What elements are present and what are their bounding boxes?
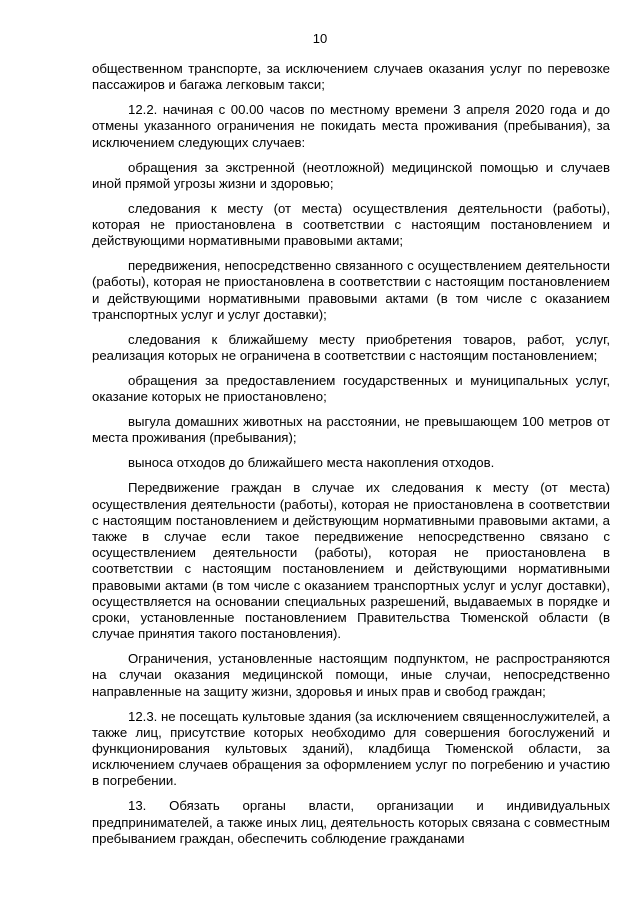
- paragraph-9: выноса отходов до ближайшего места накопления отходов.: [128, 455, 495, 471]
- paragraph-1: общественном транспорте, за исключением случаев оказания услуг по перевозке пассажиров и багажа легковым такси;: [92, 61, 610, 93]
- paragraph-12: 12.3. не посещать культовые здания (за исключением священнослужителей, а также лиц, присутствие которых необходимо для совершения богослужений и функционирования культовых зданий), кладбища Тюменской области, за исключением случаев обращения за оформлением услуг по погребению и участию в погребении.: [92, 708, 610, 789]
- paragraph-7: обращения за предоставлением государственных и муниципальных услуг, оказание которых не приостановлено;: [92, 373, 610, 405]
- paragraph-11: Ограничения, установленные настоящим подпунктом, не распространяются на случаи оказания медицинской помощи, иные случаи, непосредственно направленные на защиту жизни, здоровья и иных прав и свобод граждан;: [92, 651, 610, 699]
- paragraph-3: обращения за экстренной (неотложной) медицинской помощью и случаев иной прямой угрозы жизни и здоровью;: [92, 159, 610, 191]
- paragraph-13: 13. Обязать органы власти, организации и индивидуальных предпринимателей, а также иных лиц, деятельность которых связана с совместным пребыванием граждан, обеспечить соблюдение гражданами: [92, 798, 610, 846]
- paragraph-6: следования к ближайшему месту приобретения товаров, работ, услуг, реализация которых не ограничена в соответствии с настоящим постановлением;: [92, 331, 610, 364]
- paragraph-8: выгула домашних животных на расстоянии, не превышающем 100 метров от места проживания (пребывания);: [92, 414, 610, 446]
- document-body: [92, 61, 610, 856]
- paragraph-2: 12.2. начиная с 00.00 часов по местному времени 3 апреля 2020 года и до отмены указанного ограничения не покидать места проживания (пребывания), за исключением следующих случаев:: [92, 102, 610, 150]
- paragraph-5: передвижения, непосредственно связанного с осуществлением деятельности (работы), которая не приостановлена в соответствии с настоящим постановлением и действующими нормативными правовыми актами (в том числе с оказанием транспортных услуг и услуг доставки);: [92, 258, 610, 322]
- paragraph-4: следования к месту (от места) осуществления деятельности (работы), которая не приостановлена в соответствии с настоящим постановлением и действующими нормативными правовыми актами;: [92, 200, 610, 249]
- paragraph-10: Передвижение граждан в случае их следования к месту (от места) осуществления деятельности (работы), которая не приостановлена в соответствии с настоящим постановлением и действующим нормативными правовыми актами, а также в случае если такое передвижение непосредственно связано с осуществлением деятельности (работы), которая не приостановлена в соответствии с настоящим постановлением и действующими нормативными правовыми актами (в том числе с оказанием транспортных услуг и услуг доставки), осуществляется на основании специальных разрешений, выдаваемых в порядке и сроки, установленные постановлением Правительства Тюменской области (в случае принятия такого постановления).: [92, 480, 610, 642]
- page-number: 10: [312, 31, 328, 46]
